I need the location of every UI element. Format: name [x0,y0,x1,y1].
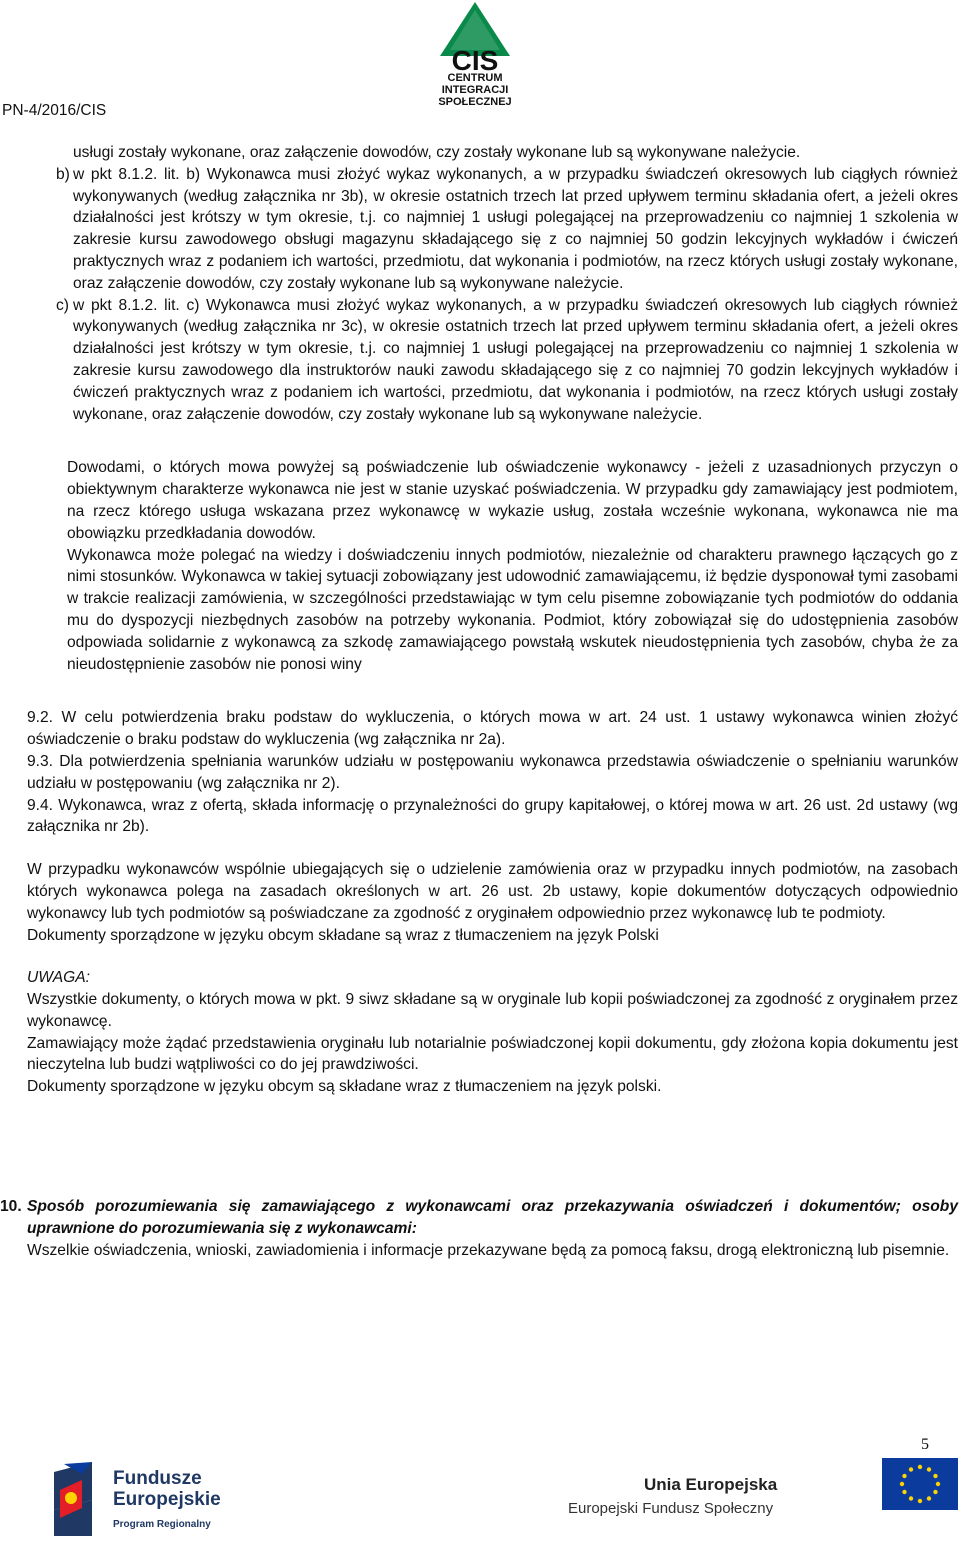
eu-name-text: Unia Europejska [644,1475,778,1494]
cis-logo [410,0,540,108]
svg-text:INTEGRACJI: INTEGRACJI [441,84,509,96]
section-10-number: 10. [0,1198,22,1216]
fundusze-europejskie-text: Fundusze Europejskie [113,1468,221,1510]
section-10-title: Sposób porozumiewania się zamawiającego z wykonawcami oraz przekazywania oświadczeń i dokumentów; osoby uprawnione do porozumiewania się z wykonawcami: [27,1198,958,1237]
svg-text:CENTRUM: CENTRUM [447,72,503,84]
list-item-b [0,164,960,295]
cis-logo-big: CIS [451,45,499,76]
list-item-b-text: w pkt 8.1.2. lit. b) Wykonawca musi złożyć wykaz wykonanych, a w przypadku świadczeń okresowych lub ciągłych również wykonywanych (według załącznika nr 3b), w okresie ostatnich trzech lat przed upływem terminu składania ofert, a jeżeli okres działalności jest krótszy w tym okresie, t.j. co najmniej 1 usługi polegającej na przeprowadzeniu co najmniej 1 szkolenia w zakresie kursu zawodowego obsługi magazynu składającego się z co najmniej 50 godzin lekcyjnych wykładów i ćwiczeń praktycznych wraz z podaniem ich wartości, przedmiotu, dat wykonania i podmiotów, na rzecz których usługi zostały wykonane, oraz załączenie dowodów, czy zostały wykonane lub są wykonywane należycie. [73,165,958,292]
paragraph-9-4: 9.4. Wykonawca, wraz z ofertą, składa informację o przynależności do grupy kapitałowej, o której mowa w art. 26 ust. 2d ustawy (wg załącznika nr 2b). [27,796,958,836]
svg-text:SPOŁECZNEJ: SPOŁECZNEJ [438,96,512,108]
foreign-documents-paragraph: Dokumenty sporządzone w języku obcym składane są wraz z tłumaczeniem na język Polski [27,926,659,944]
uwaga-paragraph-1: Wszystkie dokumenty, o których mowa w pkt. 9 siwz składane są w oryginale lub kopii poświadczonej za zgodność z oryginałem przez wykonawcę. [27,991,958,1030]
paragraph-a-continuation: usługi zostały wykonane, oraz załączenie dowodów, czy zostały wykonane lub są wykonywane należycie. [73,144,801,161]
uwaga-paragraph-2: Zamawiający może żądać przedstawienia oryginału lub notarialnie poświadczonej kopii dokumentu, gdy złożona kopia dokumentu jest nieczytelna lub budzi wątpliwości co do jej prawdziwości. [27,1034,958,1074]
joint-bidders-paragraph: W przypadku wykonawców wspólnie ubiegających się o udzielenie zamówienia oraz w przypadku innych podmiotów, na zasobach których wykonawca polega na zasadach określonych w art. 26 ust. 2b ustawy, kopie dokumentów dotyczących odpowiednio wykonawcy lub tych podmiotów są poświadczane za zgodność z oryginałem odpowiednio przez wykonawcę lub te podmioty. [27,861,958,922]
program-regionalny-text: Program Regionalny [113,1519,211,1530]
evidence-paragraph-1: Dowodami, o których mowa powyżej są poświadczenie lub oświadczenie wykonawcy - jeżeli z uzasadnionych przyczyn o obiektywnym charakterze wykonawca nie jest w stanie uzyskać poświadczenia. W przypadku gdy zamawiający jest podmiotem, na rzecz którego usługa wskazana przez wykonawcę w wykazie usług, została wcześnie wykonana, wykonawca nie ma obowiązku przedkładania dowodów. [67,459,958,542]
page-id: PN-4/2016/CIS [2,102,107,119]
section-10-body: Wszelkie oświadczenia, wnioski, zawiadomienia i informacje przekazywane będą za pomocą faksu, drogą elektroniczną lub pisemnie. [27,1241,950,1259]
document-body [0,142,960,1261]
paragraph-9-3: 9.3. Dla potwierdzenia spełniania warunków udziału w postępowaniu wykonawca przedstawia oświadczenie o spełnianiu warunków udziału w postępowaniu (wg załącznika nr 2). [27,752,958,792]
evidence-paragraph-2: Wykonawca może polegać na wiedzy i doświadczeniu innych podmiotów, niezależnie od charakteru prawnego łączących go z nimi stosunków. Wykonawca w takiej sytuacji zobowiązany jest udowodnić zamawiającemu, iż będzie dysponował tymi zasobami w trakcie realizacji zamówienia, w szczególności przedstawiając w tym celu pisemne zobowiązanie tych podmiotów do oddania mu do dyspozycji niezbędnych zasobów na potrzeby wykonania. Podmiot, który zobowiązał się do udostępnienia zasobów odpowiada solidarnie z wykonawcą za szkodę zamawiającego powstałą wskutek nieudostępnienia tych zasobów, chyba że za nieudostępnienie zasobów nie ponosi winy [67,546,958,673]
list-marker-c: c) [56,296,69,314]
efs-name-text: Europejski Fundusz Społeczny [568,1500,774,1517]
paragraph-9-2: 9.2. W celu potwierdzenia braku podstaw do wykluczenia, o których mowa w art. 24 ust. 1 ustawy wykonawca winien złożyć oświadczenie o braku podstaw do wykluczenia (wg załącznika nr 2a). [27,709,958,749]
uwaga-paragraph-3: Dokumenty sporządzone w języku obcym są składane wraz z tłumaczeniem na język polski. [27,1078,662,1096]
list-marker-b: b) [56,165,70,183]
uwaga-label: UWAGA: [27,969,90,987]
list-item-c-text: w pkt 8.1.2. lit. c) Wykonawca musi złożyć wykaz wykonanych, a w przypadku świadczeń okresowych lub ciągłych również wykonywanych (według załącznika nr 3c), w okresie ostatnich trzech lat przed upływem terminu składania ofert, a jeżeli okres działalności jest krótszy w tym okresie, t.j. co najmniej 1 usługi polegającej na przeprowadzeniu co najmniej 1 szkolenia w zakresie kursu zawodowego dla instruktorów nauki zawodu składającego się z co najmniej 70 godzin lekcyjnych wykładów i ćwiczeń praktycznych wraz z podaniem ich wartości, przedmiotu, dat wykonania i podmiotów, na rzecz których usługi zostały wykonane, oraz załączenie dowodów, czy zostały wykonane lub są wykonywane należycie. [73,296,958,423]
list-item-c [0,295,960,426]
section-10-heading [0,1196,960,1240]
page-number: 5 [921,1436,929,1453]
